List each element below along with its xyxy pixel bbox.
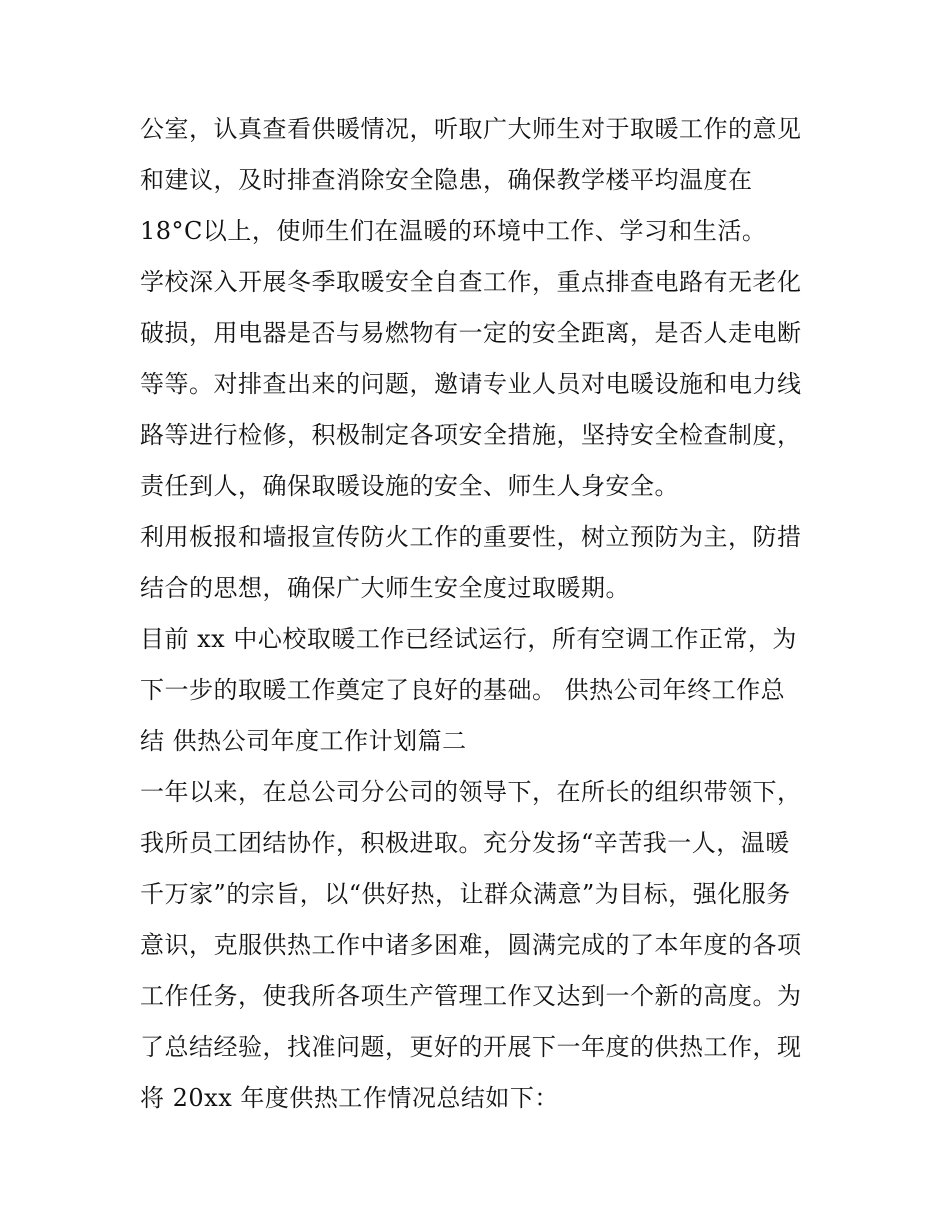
text-line: 和建议，及时排查消除安全隐患，确保教学楼平均温度在 [140, 166, 753, 194]
text-line: 结合的思想，确保广大师生安全度过取暖期。 [140, 574, 630, 602]
text-line: 责任到人，确保取暖设施的安全、师生人身安全。 [140, 472, 679, 500]
text-line: 将 20xx 年度供热工作情况总结如下： [140, 1084, 559, 1112]
text-line: 一年以来，在总公司分公司的领导下，在所长的组织带领下， [140, 778, 802, 806]
text-line: 学校深入开展冬季取暖安全自查工作，重点排查电路有无老化 [140, 268, 802, 296]
text-line: 工作任务，使我所各项生产管理工作又达到一个新的高度。为 [140, 982, 802, 1010]
text-line: 公室，认真查看供暖情况，听取广大师生对于取暖工作的意见 [140, 115, 802, 143]
text-line: 下一步的取暖工作奠定了良好的基础。 供热公司年终工作总 [140, 676, 786, 704]
text-line: 意识，克服供热工作中诸多困难，圆满完成的了本年度的各项 [140, 931, 802, 959]
text-line: 路等进行检修，积极制定各项安全措施，坚持安全检查制度， [140, 421, 802, 449]
text-line: 破损，用电器是否与易燃物有一定的安全距离，是否人走电断 [140, 319, 802, 347]
text-line: 千万家”的宗旨，以“供好热，让群众满意”为目标，强化服务 [140, 880, 791, 908]
text-line: 目前 xx 中心校取暖工作已经试运行，所有空调工作正常，为 [140, 625, 797, 653]
text-line: 了总结经验，找准问题，更好的开展下一年度的供热工作，现 [140, 1033, 802, 1061]
text-line: 利用板报和墙报宣传防火工作的重要性，树立预防为主，防措 [140, 523, 802, 551]
text-line: 等等。对排查出来的问题，邀请专业人员对电暖设施和电力线 [140, 370, 802, 398]
text-line: 结 供热公司年度工作计划篇二 [140, 727, 467, 755]
text-line: 18°C以上，使师生们在温暖的环境中工作、学习和生活。 [140, 217, 767, 245]
document-body [140, 104, 820, 1124]
text-line: 我所员工团结协作，积极进取。充分发扬“辛苦我一人，温暖 [140, 829, 790, 857]
